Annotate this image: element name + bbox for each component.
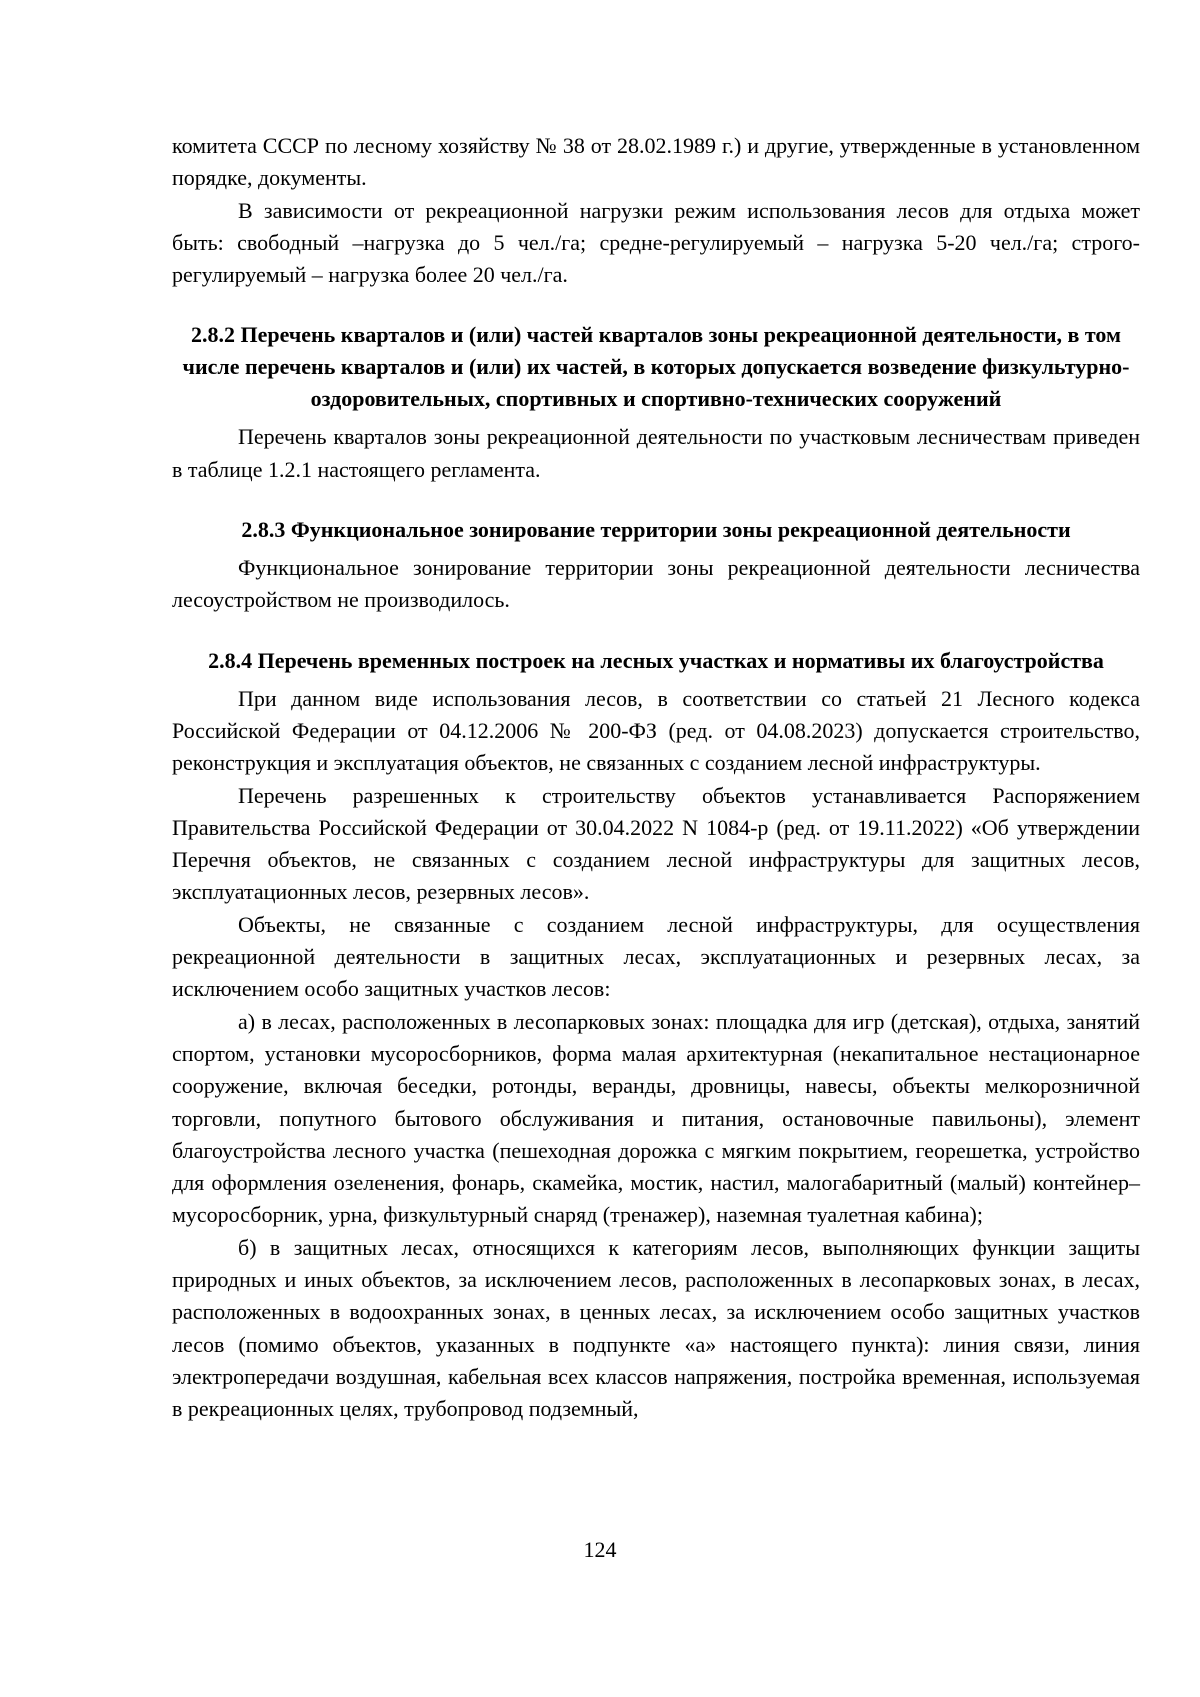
page-number: 124	[583, 1537, 617, 1562]
section-2-8-4-heading: 2.8.4 Перечень временных построек на лесных участках и нормативы их благоустройства	[208, 647, 1104, 673]
section-2-8-3-heading: 2.8.3 Функциональное зонирование территории зоны рекреационной деятельности	[241, 517, 1071, 543]
section-spacer	[172, 486, 1140, 514]
section-spacer	[172, 617, 1140, 645]
section-2-8-4-list-item-a: а) в лесах, расположенных в лесопарковых зонах: площадка для игр (детская), отдыха, занятий спортом, установки мусоросборников, форма малая архитектурная (некапитальное нестационарное сооружение, включая беседки, ротонды, веранды, дровницы, навесы, объекты мелкорозничной торговли, попутного бытового обслуживания и питания, остановочные павильоны), элемент благоустройства лесного участка (пешеходная дорожка с мягким покрытием, георешетка, устройство для оформления озеленения, фонарь, скамейка, мостик, настил, малогабаритный (малый) контейнер–мусоросборник, урна, физкультурный снаряд (тренажер), наземная туалетная кабина);	[172, 1008, 1140, 1228]
section-2-8-3-body: Функциональное зонирование территории зоны рекреационной деятельности лесничества лесоустройством не производилось.	[172, 555, 1140, 613]
intro-paragraph-continuation: комитета СССР по лесному хозяйству № 38 от 28.02.1989 г.) и другие, утвержденные в установленном порядке, документы.	[172, 133, 1140, 191]
section-spacer	[172, 291, 1140, 319]
intro-paragraph-recreation-load: В зависимости от рекреационной нагрузки режим использования лесов для отдыха может быть: свободный –нагрузка до 5 чел./га; средне-регулируемый – нагрузка 5-20 чел./га; строго-регулируемый – нагрузка более 20 чел./га.	[172, 197, 1140, 288]
section-2-8-4-list-item-b: б) в защитных лесах, относящихся к категориям лесов, выполняющих функции защиты природных и иных объектов, за исключением лесов, расположенных в лесопарковых зонах, в лесах, расположенных в водоохранных зонах, в ценных лесах, за исключением особо защитных участков лесов (помимо объектов, указанных в подпункте «а» настоящего пункта): линия связи, линия электропередачи воздушная, кабельная всех классов напряжения, постройка временная, используемая в рекреационных целях, трубопровод подземный,	[172, 1234, 1140, 1422]
section-2-8-4-paragraph: Объекты, не связанные с созданием лесной инфраструктуры, для осуществления рекреационной деятельности в защитных лесах, эксплуатационных и резервных лесах, за исключением особо защитных участков лесов:	[172, 911, 1140, 1002]
section-2-8-4-paragraph: Перечень разрешенных к строительству объектов устанавливается Распоряжением Правительства Российской Федерации от 30.04.2022 N 1084-р (ред. от 19.11.2022) «Об утверждении Перечня объектов, не связанных с созданием лесной инфраструктуры для защитных лесов, эксплуатационных лесов, резервных лесов».	[172, 782, 1140, 905]
section-2-8-2-body: Перечень кварталов зоны рекреационной деятельности по участковым лесничествам приведен в таблице 1.2.1 настоящего регламента.	[172, 424, 1140, 482]
section-2-8-4-paragraph: При данном виде использования лесов, в соответствии со статьей 21 Лесного кодекса Российской Федерации от 04.12.2006 № 200-ФЗ (ред. от 04.08.2023) допускается строительство, реконструкция и эксплуатация объектов, не связанных с созданием лесной инфраструктуры.	[172, 685, 1140, 776]
page-content	[172, 130, 1140, 1426]
section-2-8-2-heading: 2.8.2 Перечень кварталов и (или) частей кварталов зоны рекреационной деятельности, в том числе перечень кварталов и (или) их частей, в которых допускается возведение физкультурно-оздоровительных, спортивных и спортивно-технических сооружений	[182, 322, 1130, 412]
